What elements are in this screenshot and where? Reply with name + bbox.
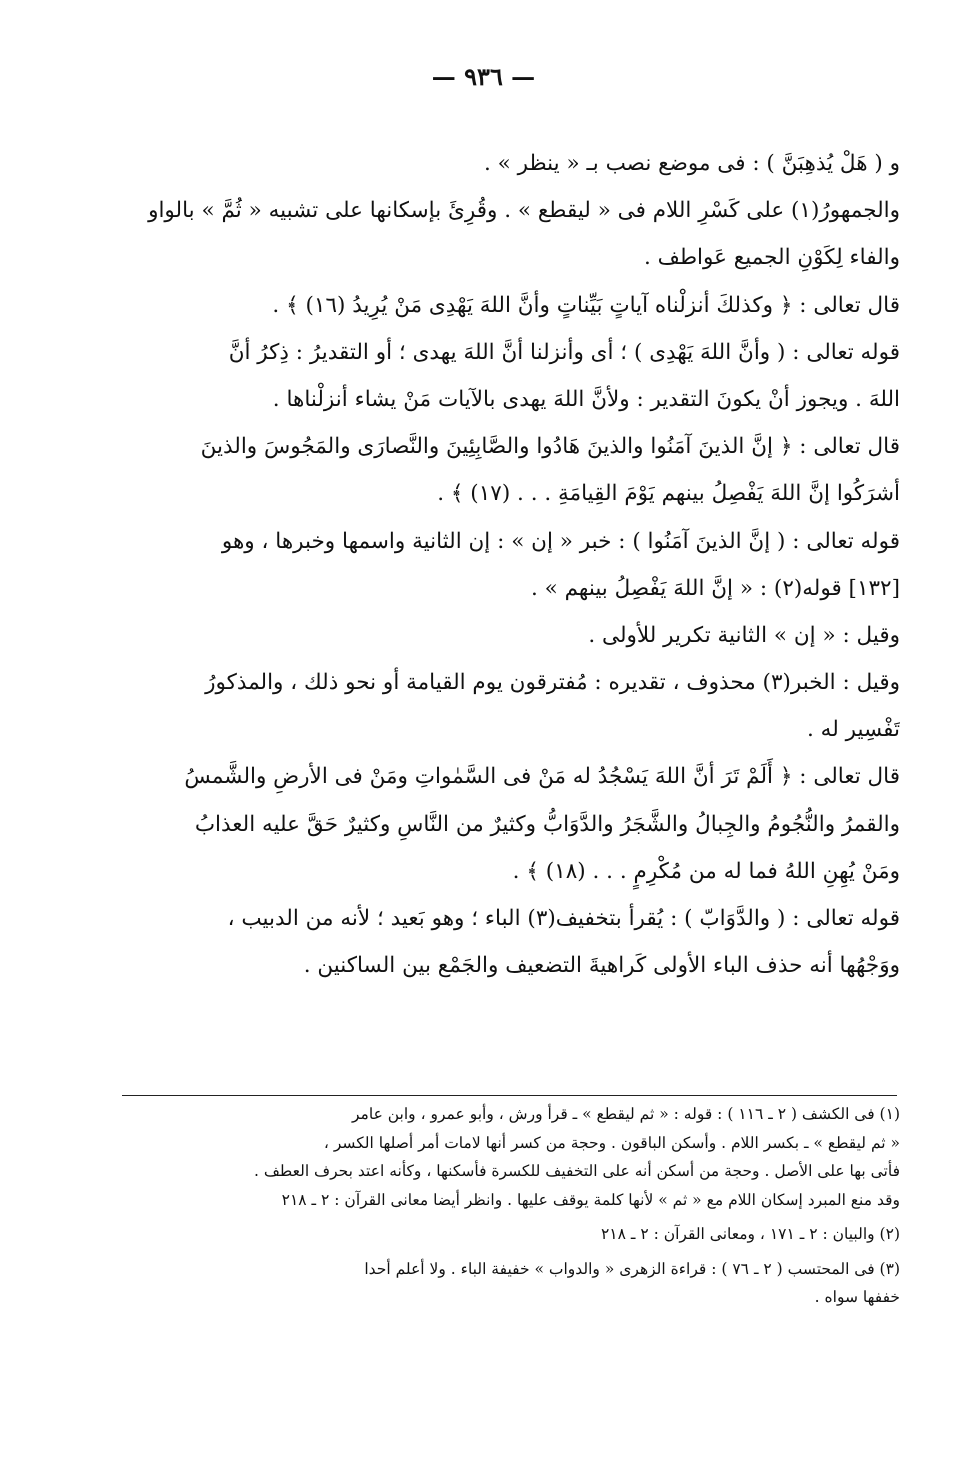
text-line: قوله تعالى : ( وأنَّ اللهَ يَهْدِى ) ؛ أى وأنزلنا أنَّ اللهَ يهدى ؛ أو التقديرُ : ذِكرُ أنَّ <box>228 339 900 365</box>
footnote-line: « ثم ليقطع » ـ بكسر اللام . وأسكن الباقون . وحجة من كسر أنها لامات أمر أصلها الكسر ، <box>323 1133 900 1152</box>
footnotes <box>70 1100 900 1312</box>
footnote-line: (٣) فى المحتسب ( ٢ ـ ٧٦ ) : قراءة الزهرى « والدواب » خفيفة الباء . ولا أعلم أحدا <box>364 1259 900 1278</box>
footnote-line: (١) فى الكشف ( ٢ ـ ١١٦ ) : قوله : « ثم ليقطع » ـ قرأ ورش ، وأبو عمرو ، وابن عامر <box>352 1105 900 1123</box>
verse-line: قال تعالى : ﴿ إنَّ الذينَ آمَنُوا والذينَ هَادُوا والصَّابِئِينَ والنَّصارَى والمَجُوسَ والذينَ <box>200 434 900 460</box>
text-line: و ( هَلْ يُذهِبَنَّ ) : فى موضع نصب بـ « ينظر » . <box>484 151 900 176</box>
verse-line: والقمرُ والنُّجُومُ والجِبالُ والشَّجَرُ والدَّوَابُّ وكثيرٌ من النَّاسِ وكثيرٌ حَقَّ عليه العذابُ <box>194 811 900 837</box>
text-line: قوله تعالى : ( إنَّ الذينَ آمَنُوا ) : خبر « إن » : إن الثانية واسمها وخبرها ، وهو <box>221 528 900 554</box>
text-line: قوله تعالى : ( والدَّوَابّ ) : يُقرأ بتخفيف(٣) الباء ؛ وهو بَعيد ؛ لأنه من الدبيب ، <box>227 906 900 931</box>
text-line: ووَجْهُها أنه حذف الباء الأولى كَراهيةَ التضعيف والجَمْع بين الساكنين . <box>303 953 900 979</box>
text-line: والفاء لِكَوْنِ الجميع عَواطف . <box>644 245 900 271</box>
footnote-line: وقد منع المبرد إسكان اللام مع « ثم » لأنها كلمة يوقف عليها . وانظر أيضا معانى القرآن : ٢ ـ ٢١٨ <box>281 1190 900 1209</box>
verse-line: أشرَكُوا إنَّ اللهَ يَفْصِلُ بينهم يَوْمَ القِيامَةِ . . . (١٧) ﴾ . <box>437 481 900 507</box>
page-number: — ٩٣٦ — <box>431 62 536 91</box>
footnote-divider <box>122 1095 897 1096</box>
text-line: اللهَ . ويجوز أنْ يكونَ التقدير : ولأنَّ اللهَ يهدى بالآيات مَنْ يشاء أنزلْناها . <box>272 386 900 412</box>
footnote-line: فأتى بها على الأصل . وحجة من أسكن أنه على التخفيف للكسرة فأسكنها ، وكأنه اعتد بحرف العطف . <box>254 1162 900 1180</box>
text-line: وقيل : « إن » الثانية تكرير للأولى . <box>588 622 900 648</box>
footnote-line: (٢) والبيان : ٢ ـ ١٧١ ، ومعانى القرآن : ٢ ـ ٢١٨ <box>600 1225 900 1243</box>
text-line: [١٣٢] قوله(٢) : « إنَّ اللهَ يَفْصِلُ بينهم » . <box>530 575 900 601</box>
verse-line: قال تعالى : ﴿ أَلَمْ تَرَ أنَّ اللهَ يَسْجُدُ له مَنْ فى السَّمٰواتِ ومَنْ فى الأرضِ والشَّمسُ <box>184 764 900 790</box>
main-text <box>70 140 900 989</box>
verse-line: ومَنْ يُهِنِ اللهُ فما له من مُكْرِمٍ . . . (١٨) ﴾ . <box>512 858 900 884</box>
text-line: تَفْسِير له . <box>807 717 900 743</box>
verse-line: قال تعالى : ﴿ وكذلكَ أنزلْناه آياتٍ بَيِّناتٍ وأنَّ اللهَ يَهْدِى مَنْ يُرِيدُ (١٦) ﴾ . <box>272 292 900 318</box>
text-line: والجمهورُ(١) على كَسْرِ اللام فى « ليقطع » . وقُرِئَ بإسكانها على تشبيه « ثُمَّ » بالواو <box>148 198 900 224</box>
footnote-line: خففها سواه . <box>814 1288 900 1306</box>
text-line: وقيل : الخبر(٣) محذوف ، تقديره : مُفترقون يوم القيامة أو نحو ذلك ، والمذكورُ <box>205 670 900 696</box>
